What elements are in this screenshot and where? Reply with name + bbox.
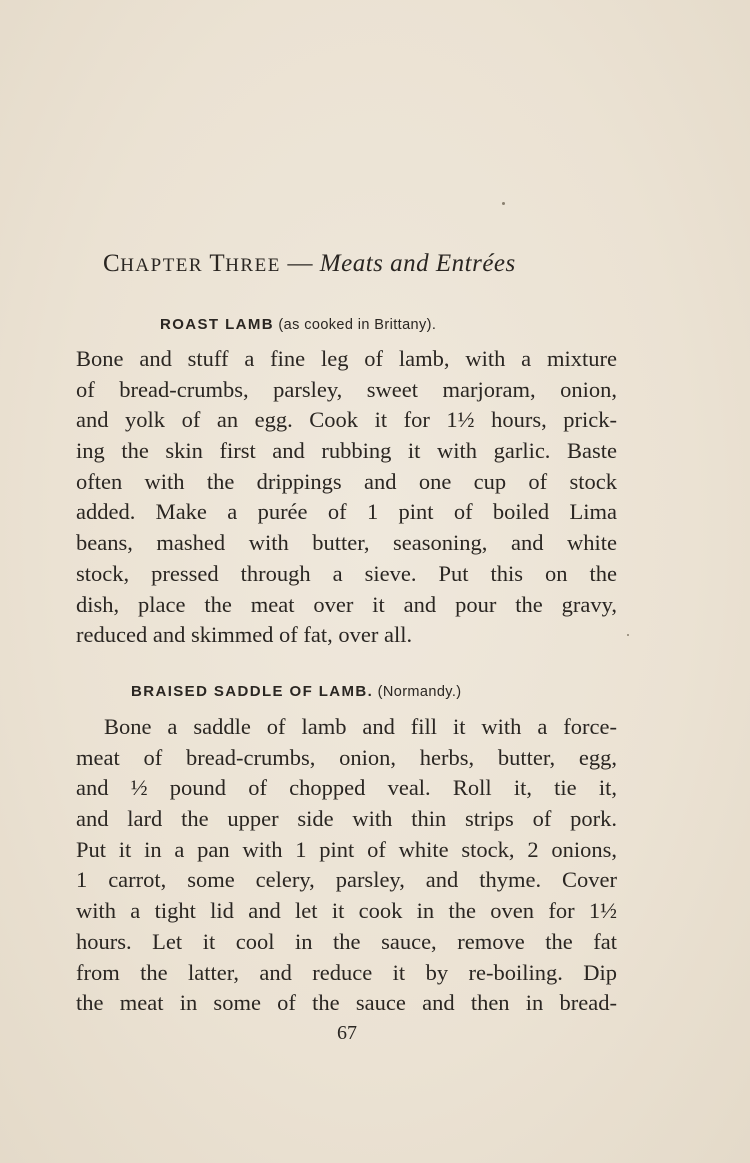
text-line: ing the skin first and rubbing it with garlic. Baste [76,438,617,464]
text-line: dish, place the meat over it and pour the gravy, [76,591,617,617]
recipe-body-roast-lamb [76,344,617,651]
chapter-number-rest: HREE [225,255,281,276]
recipe-title-braised-saddle [131,683,462,700]
paper-speck [627,634,629,636]
chapter-heading [103,250,623,278]
text-line: and ½ pound of chopped veal. Roll it, tie it, [76,775,617,801]
text-line: 1 carrot, some celery, parsley, and thyme. Cover [76,867,617,893]
text-line: and yolk of an egg. Cook it for 1½ hours, prick- [76,407,617,433]
text-line: reduced and skimmed of fat, over all. [76,622,413,648]
text-line: from the latter, and reduce it by re-boiling. Dip [76,959,617,985]
text-line: of bread-crumbs, parsley, sweet marjoram, onion, [76,376,617,402]
page-number: 67 [337,1022,357,1044]
text-line: the meat in some of the sauce and then in bread- [76,990,617,1016]
chapter-word-rest: HAPTER [120,255,204,276]
text-line: added. Make a purée of 1 pint of boiled Lima [76,499,617,525]
chapter-word-cap: C [103,250,121,277]
text-line: often with the drippings and one cup of stock [76,468,617,494]
text-line: beans, mashed with butter, seasoning, and white [76,530,617,556]
text-line: hours. Let it cool in the sauce, remove the fat [76,928,617,954]
paper-speck [502,202,505,205]
text-line: Put it in a pan with 1 pint of white stock, 2 onions, [76,836,617,862]
text-line: Bone a saddle of lamb and fill it with a force- [104,714,617,739]
recipe-title-text: BRAISED SADDLE OF LAMB. [131,683,374,700]
text-line: meat of bread-crumbs, onion, herbs, butter, egg, [76,744,617,770]
recipe-title-roast-lamb [160,316,436,333]
chapter-number-cap: T [209,250,226,277]
recipe-title-note: (Normandy.) [373,684,462,700]
text-line: with a tight lid and let it cook in the oven for 1½ [76,898,617,924]
text-line: Bone and stuff a fine leg of lamb, with a mixture [76,346,617,371]
text-line: and lard the upper side with thin strips of pork. [76,806,617,832]
recipe-title-text: ROAST LAMB [160,316,274,333]
chapter-subject: Meats and Entrées [319,250,516,277]
heading-dash: — [280,250,320,277]
text-line: stock, pressed through a sieve. Put this on the [76,560,617,586]
recipe-title-note: (as cooked in Brittany). [274,317,437,333]
recipe-body-braised-saddle [76,712,617,1019]
